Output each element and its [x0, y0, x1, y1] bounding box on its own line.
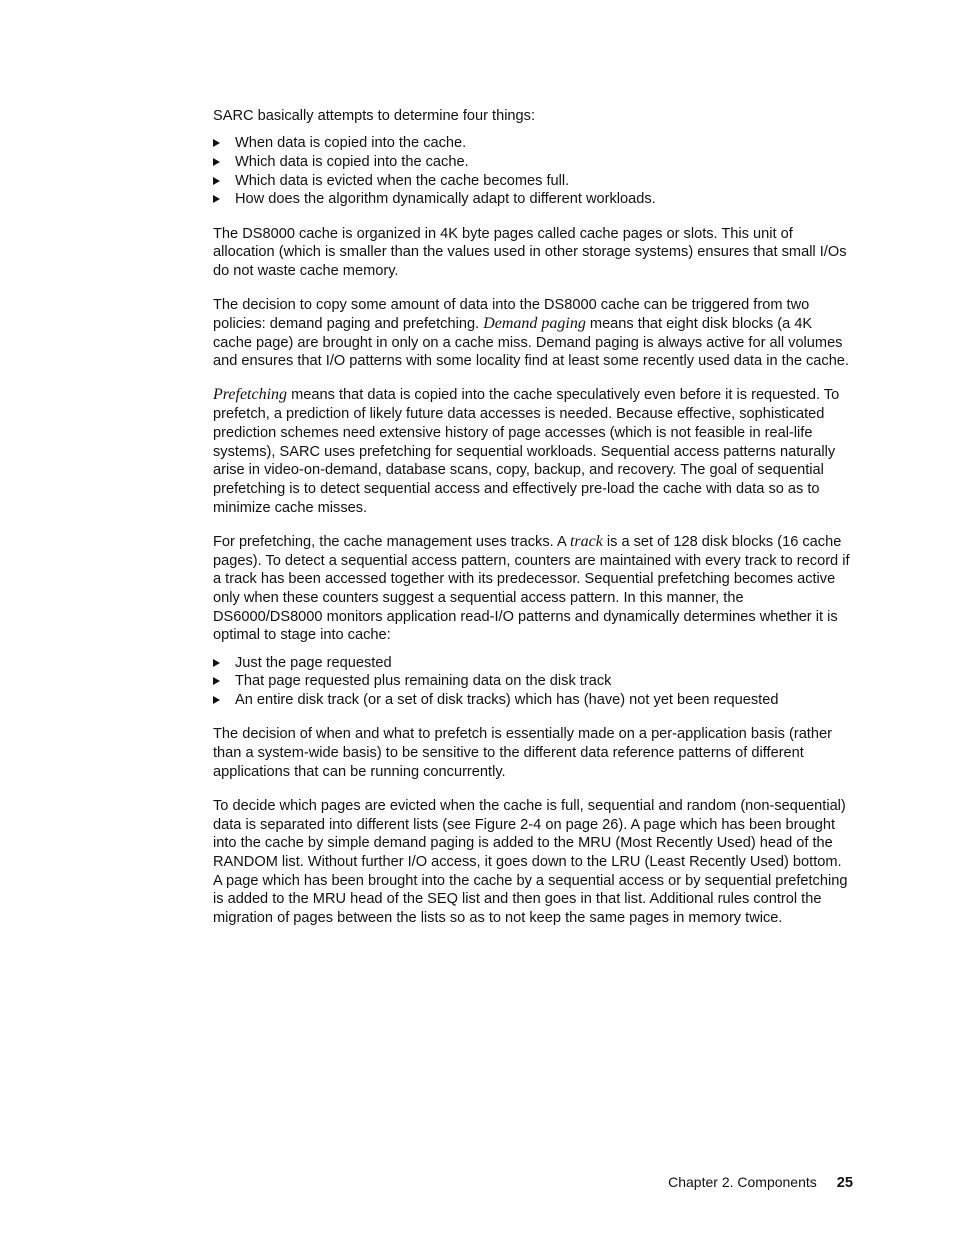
paragraph-text: means that data is copied into the cache speculatively even before it is requested. To prefetch, a prediction of likely future data accesses is needed. Because effective, sophisticated prediction schemes need extensive history of page accesses (which is not feasible in real-life systems), SARC uses prefetching for sequential workloads. Sequential access patterns naturally arise in video-on-demand, database scans, copy, backup, and recovery. The goal of sequential prefetching is to detect sequential access and effectively pre-load the cache with data so as to minimize cache misses. [213, 387, 840, 516]
prefetching-paragraph [213, 386, 853, 517]
list-item [213, 172, 853, 191]
chapter-title: Chapter 2. Components [668, 1174, 817, 1190]
list-item [213, 153, 853, 172]
term-track: track [569, 532, 603, 550]
bullet-triangle-icon [213, 195, 220, 203]
bullet-triangle-icon [213, 677, 220, 685]
cache-organization-paragraph: The DS8000 cache is organized in 4K byte pages called cache pages or slots. This unit of allocation (which is smaller than the values used in other storage systems) ensures that small I/Os do not waste cache memory. [213, 225, 847, 279]
staging-options-list [213, 654, 853, 710]
list-item-text: How does the algorithm dynamically adapt to different workloads. [235, 191, 656, 208]
eviction-paragraph: To decide which pages are evicted when the cache is full, sequential and random (non-sequential) data is separated into different lists (see Figure 2-4 on page 26). A page which has been brought into the cache by simple demand paging is added to the MRU (Most Recently Used) head of the RANDOM list. Without further I/O access, it goes down to the LRU (Least Recently Used) bottom. A page which has been brought into the cache by a sequential access or by sequential prefetching is added to the MRU head of the SEQ list and then goes in that list. Additional rules control the migration of pages between the lists so as to not keep the same pages in memory twice. [213, 797, 848, 927]
list-item [213, 134, 853, 153]
bullet-triangle-icon [213, 177, 220, 185]
paragraph-text: means that eight disk blocks (a 4K cache page) are brought in only on a cache miss. Demand paging is always active for all volumes and ensures that I/O patterns with some locality find at least some recently used data in the cache. [213, 315, 849, 370]
page-number: 25 [836, 1175, 853, 1191]
paragraph-text: is a set of 128 disk blocks (16 cache pages). To detect a sequential access pattern, counters are maintained with every track to record if a track has been accessed together with its predecessor. Sequential prefetching becomes active only when these counters suggest a sequential access pattern. In this manner, the DS6000/DS8000 monitors application read-I/O patterns and dynamically determines whether it is optimal to stage into cache: [213, 533, 850, 644]
list-item [213, 190, 853, 209]
bullet-triangle-icon [213, 659, 220, 667]
list-item-text: That page requested plus remaining data on the disk track [235, 673, 612, 690]
list-item-text: Which data is evicted when the cache becomes full. [235, 172, 570, 189]
demand-paging-paragraph [213, 296, 853, 371]
prefetch-decision-paragraph: The decision of when and what to prefetch is essentially made on a per-application basis (rather than a system-wide basis) to be sensitive to the different data reference patterns of different applications that can be running concurrently. [213, 726, 832, 780]
bullet-triangle-icon [213, 139, 220, 147]
list-item [213, 672, 853, 691]
list-item-text: Which data is copied into the cache. [235, 153, 469, 170]
paragraph-text: For prefetching, the cache management uses tracks. A [213, 533, 566, 550]
list-item [213, 654, 853, 673]
term-demand-paging: Demand paging [483, 314, 586, 332]
page-body [213, 107, 853, 943]
intro-paragraph: SARC basically attempts to determine four things: [213, 108, 536, 124]
term-prefetching: Prefetching [213, 386, 288, 404]
bullet-triangle-icon [213, 696, 220, 704]
list-item-text: An entire disk track (or a set of disk tracks) which has (have) not yet been requested [235, 691, 779, 708]
list-item-text: When data is copied into the cache. [235, 135, 467, 152]
track-paragraph [213, 533, 853, 645]
page-footer [668, 1173, 853, 1192]
list-item [213, 691, 853, 710]
sarc-questions-list [213, 134, 853, 209]
bullet-triangle-icon [213, 158, 220, 166]
list-item-text: Just the page requested [235, 654, 392, 671]
paragraph-text: The decision to copy some amount of data into the DS8000 cache can be triggered from two policies: demand paging and prefetching. [213, 297, 810, 332]
